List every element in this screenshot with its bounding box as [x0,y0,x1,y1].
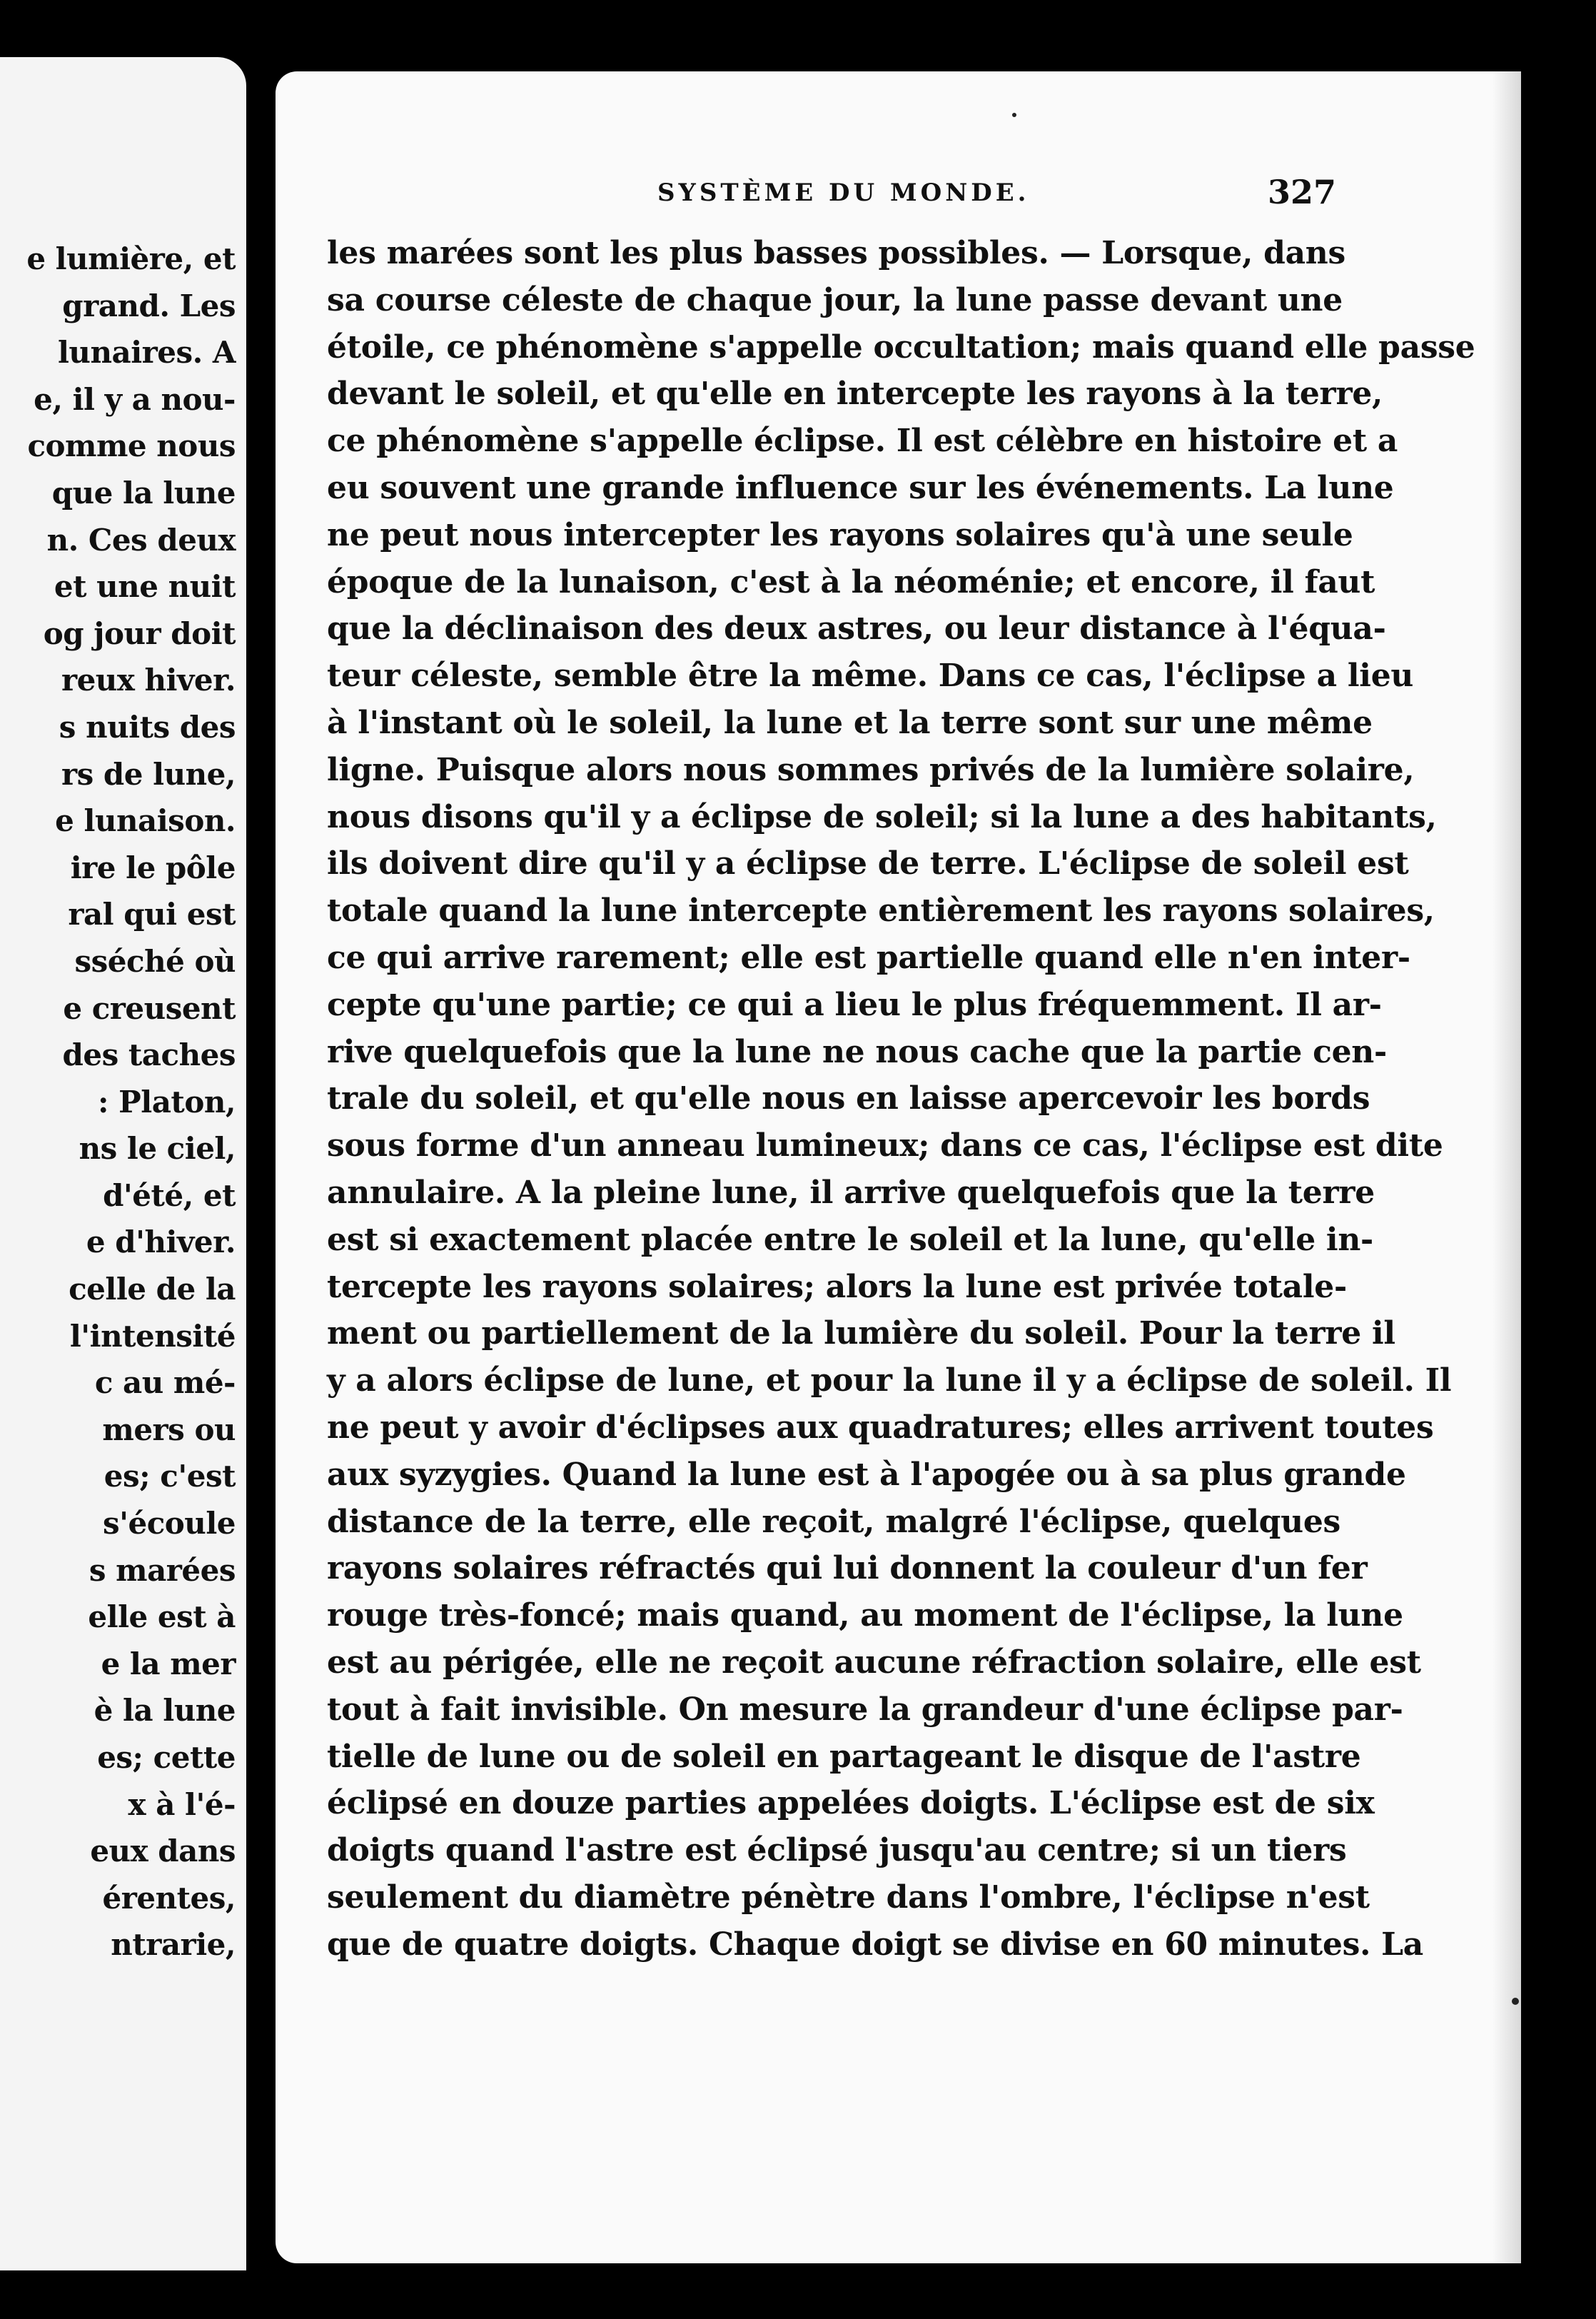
facing-page-line: : Platon, [98,1084,236,1120]
facing-page-line: ire le pôle [70,850,236,885]
facing-page-line: d'été, et [103,1177,236,1213]
facing-page-line: x à l'é- [128,1786,236,1822]
body-text-line: sa course céleste de chaque jour, la lune passe devant une [327,281,1343,318]
body-text-line: seulement du diamètre pénètre dans l'ombre, l'éclipse n'est [327,1878,1370,1916]
body-text-line: ils doivent dire qu'il y a éclipse de terre. L'éclipse de soleil est [327,845,1409,882]
facing-page-line: è la lune [94,1693,236,1729]
facing-page-line: s marées [89,1552,236,1588]
scan-speck [1012,113,1016,117]
body-text-line: que de quatre doigts. Chaque doigt se divise en 60 minutes. La [327,1926,1423,1963]
body-text-line: est au périgée, elle ne reçoit aucune réfraction solaire, elle est [327,1644,1421,1681]
body-text-line: ce phénomène s'appelle éclipse. Il est célèbre en histoire et a [327,423,1398,460]
facing-page-line: rs de lune, [61,756,236,792]
body-text-line: les marées sont les plus basses possibles. — Lorsque, dans [327,235,1345,271]
facing-page-line: lunaires. A [57,335,236,371]
body-text-line: à l'instant où le soleil, la lune et la terre sont sur une même [327,704,1373,741]
facing-page-line: c au mé- [94,1365,236,1401]
page-edge-shadow [1493,71,1521,2263]
body-text-line: annulaire. A la pleine lune, il arrive quelquefois que la terre [327,1174,1375,1211]
facing-page-line: e lunaison. [55,803,236,839]
facing-page-line: mers ou [102,1412,236,1447]
body-text-line: tercepte les rayons solaires; alors la lune est privée totale- [327,1268,1347,1305]
facing-page-line: ntrarie, [111,1927,236,1963]
body-text-line: rayons solaires réfractés qui lui donnent la couleur d'un fer [327,1550,1368,1587]
facing-page-line: grand. Les [62,288,236,323]
body-text-line: nous disons qu'il y a éclipse de soleil; si la lune a des habitants, [327,798,1437,835]
facing-page-line: e d'hiver. [86,1224,236,1260]
body-text-line: y a alors éclipse de lune, et pour la lune il y a éclipse de soleil. Il [327,1362,1452,1399]
body-text-line: devant le soleil, et qu'elle en intercepte les rayons à la terre, [327,376,1383,413]
body-text-line: que la déclinaison des deux astres, ou leur distance à l'équa- [327,610,1386,648]
facing-page-line: e lumière, et [26,241,236,276]
body-text-line: rouge très-foncé; mais quand, au moment de l'éclipse, la lune [327,1597,1403,1634]
facing-page-line: og jour doit [43,615,236,651]
body-text-line: ce qui arrive rarement; elle est partielle quand elle n'en inter- [327,939,1410,976]
facing-page-line: e, il y a nou- [34,381,236,417]
book-page [276,71,1521,2263]
facing-page-text [0,236,236,1968]
body-text-line: aux syzygies. Quand la lune est à l'apogée ou à sa plus grande [327,1456,1406,1493]
facing-page-line: sséché où [74,943,236,979]
facing-page-line: érentes, [102,1880,236,1916]
body-text-line: distance de la terre, elle reçoit, malgré l'éclipse, quelques [327,1503,1340,1540]
facing-page-line: s'écoule [102,1506,236,1541]
facing-page-line: reux hiver. [61,663,236,698]
facing-page-line: ral qui est [68,897,236,932]
body-text-line: cepte qu'une partie; ce qui a lieu le plus fréquemment. Il ar- [327,986,1382,1023]
running-title: SYSTÈME DU MONDE. [657,178,1030,207]
body-text-line: eu souvent une grande influence sur les événements. La lune [327,469,1394,506]
facing-page-line: es; c'est [103,1459,236,1494]
scan-speck [1512,1998,1519,2005]
facing-page-line: des taches [62,1037,236,1073]
facing-page-line: comme nous [27,428,236,464]
page-header [276,173,1521,221]
page-number: 327 [1268,173,1337,211]
facing-page-line: s nuits des [59,709,236,745]
body-text-line: est si exactement placée entre le soleil et la lune, qu'elle in- [327,1221,1373,1258]
body-text-line: tielle de lune ou de soleil en partageant le disque de l'astre [327,1738,1361,1775]
facing-page-line: que la lune [51,475,236,510]
body-text-line: ne peut nous intercepter les rayons solaires qu'à une seule [327,516,1353,553]
facing-page-line: celle de la [69,1272,236,1307]
facing-page-line: es; cette [97,1740,236,1775]
body-text-line: doigts quand l'astre est éclipsé jusqu'au centre; si un tiers [327,1832,1347,1869]
body-text-line: trale du soleil, et qu'elle nous en laisse apercevoir les bords [327,1080,1370,1117]
body-text-line: époque de la lunaison, c'est à la néoménie; et encore, il faut [327,563,1375,600]
body-text-line: sous forme d'un anneau lumineux; dans ce cas, l'éclipse est dite [327,1127,1443,1164]
body-text-line: étoile, ce phénomène s'appelle occultation; mais quand elle passe [327,328,1475,366]
facing-page-line: eux dans [90,1833,236,1869]
facing-page-line: l'intensité [69,1318,236,1354]
body-text-line: ligne. Puisque alors nous sommes privés de la lumière solaire, [327,751,1415,788]
body-text-line: ment ou partiellement de la lumière du soleil. Pour la terre il [327,1315,1395,1352]
body-text-line: rive quelquefois que la lune ne nous cache que la partie cen- [327,1033,1387,1070]
page-body-text [327,230,1475,1968]
facing-page-line: e creusent [63,990,236,1026]
facing-page-line: e la mer [101,1646,236,1681]
body-text-line: ne peut y avoir d'éclipses aux quadratures; elles arrivent toutes [327,1409,1434,1446]
body-text-line: totale quand la lune intercepte entièrement les rayons solaires, [327,892,1435,930]
body-text-line: teur céleste, semble être la même. Dans ce cas, l'éclipse a lieu [327,658,1414,695]
facing-page-line: n. Ces deux [46,522,236,558]
facing-page-line: et une nuit [54,569,236,605]
facing-page-left [0,57,246,2270]
body-text-line: tout à fait invisible. On mesure la grandeur d'une éclipse par- [327,1691,1403,1728]
facing-page-line: ns le ciel, [79,1131,236,1167]
facing-page-line: elle est à [88,1599,236,1635]
body-text-line: éclipsé en douze parties appelées doigts. L'éclipse est de six [327,1785,1375,1822]
